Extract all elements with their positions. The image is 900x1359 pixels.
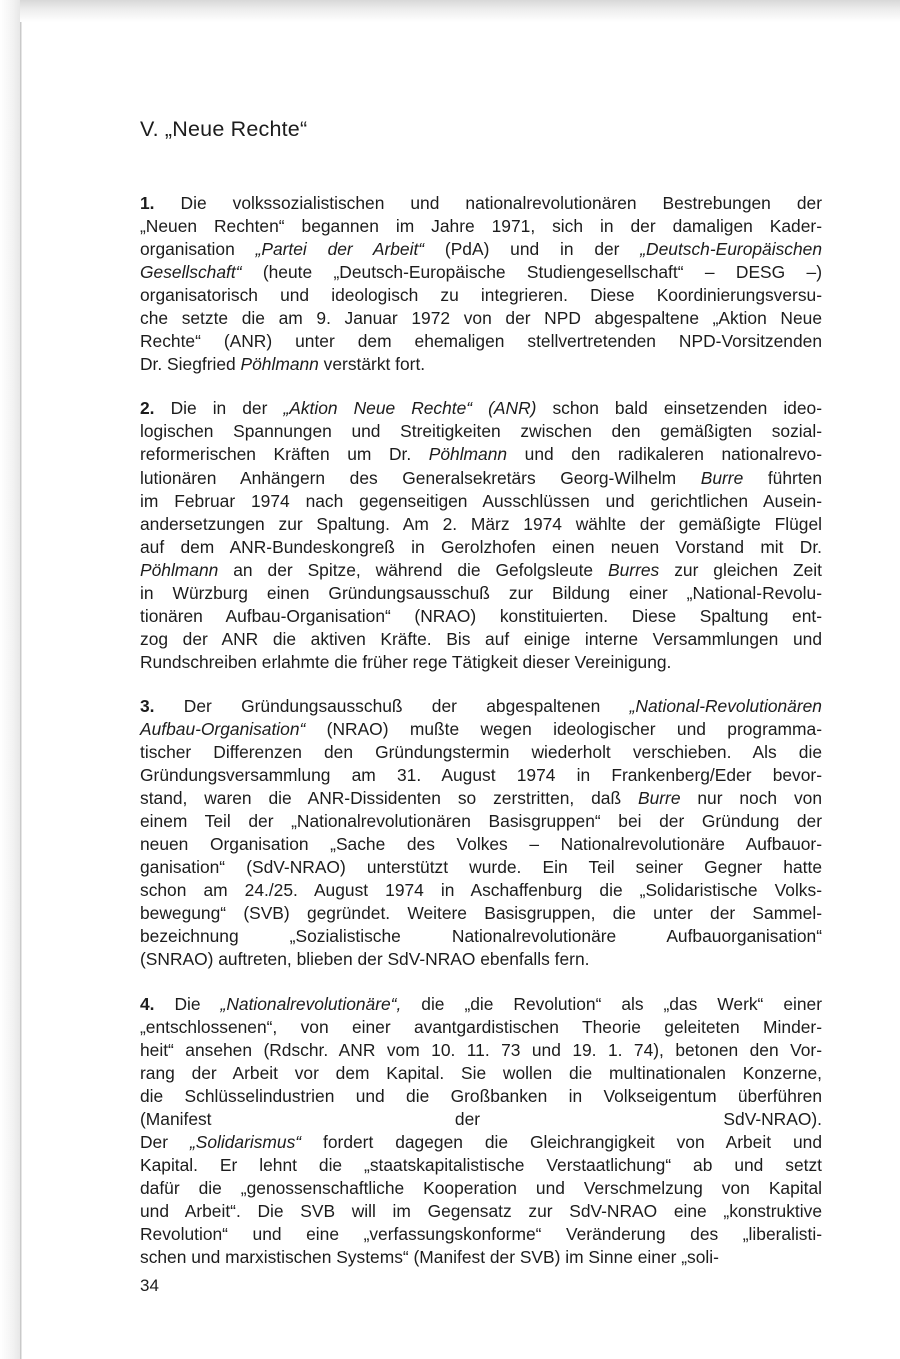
- paragraph-4: [140, 993, 822, 1270]
- paragraph-3: [140, 695, 822, 972]
- text-line: und Arbeit“. Die SVB will im Gegensatz zur SdV-NRAO eine „konstruktive: [140, 1200, 822, 1221]
- text-line: im Februar 1974 nach gegenseitigen Ausschlüssen und gerichtlichen Ausein-: [140, 490, 822, 511]
- text-line: reformerischen Kräften um Dr. Pöhlmann und den radikaleren nationalrevo-: [140, 444, 822, 465]
- text-line: Dr. Siegfried Pöhlmann verstärkt fort.: [140, 354, 426, 375]
- text-line: tionären Aufbau-Organisation“ (NRAO) konstituierten. Diese Spaltung ent-: [140, 605, 822, 626]
- page-shadow-top: [20, 0, 900, 22]
- text-line: lutionären Anhängern des Generalsekretärs Georg-Wilhelm Burre führten: [140, 467, 822, 488]
- emphasized-text: „Solidarismus“: [189, 1131, 302, 1152]
- emphasized-text: Burres: [608, 559, 660, 580]
- emphasized-text: Pöhlmann: [428, 444, 508, 465]
- page-edge-line: [20, 12, 21, 1359]
- text-line: Pöhlmann an der Spitze, während die Gefolgsleute Burres zur gleichen Zeit: [140, 559, 822, 580]
- text-line: che setzte die am 9. Januar 1972 von der NPD abgespaltene „Aktion Neue: [140, 308, 822, 329]
- emphasized-text: „Nationalrevolutionäre“,: [220, 993, 402, 1014]
- emphasized-text: Gesellschaft“: [140, 262, 242, 283]
- body-text: [140, 192, 822, 1290]
- text-line: (Manifest der SdV-NRAO).: [140, 1108, 822, 1129]
- text-line: organisation „Partei der Arbeit“ (PdA) und in der „Deutsch-Europäischen: [140, 239, 822, 260]
- text-line: „entschlossenen“, von einer avantgardistischen Theorie geleiteten Minder-: [140, 1016, 822, 1037]
- text-line: Gesellschaft“ (heute „Deutsch-Europäische Studiengesellschaft“ – DESG –): [140, 262, 822, 283]
- text-line: rang der Arbeit vor dem Kapital. Sie wollen die multinationalen Konzerne,: [140, 1062, 822, 1083]
- paragraph-number: 3.: [140, 695, 155, 716]
- text-line: schon am 24./25. August 1974 in Aschaffenburg die „Solidaristische Volks-: [140, 880, 822, 901]
- text-line: 4. Die „Nationalrevolutionäre“, die „die Revolution“ als „das Werk“ einer: [140, 993, 822, 1014]
- text-line: bewegung“ (SVB) gegründet. Weitere Basisgruppen, die unter der Sammel-: [140, 903, 822, 924]
- text-line: organisatorisch und ideologisch zu integrieren. Diese Koordinierungsversu-: [140, 285, 822, 306]
- text-line: die Schlüsselindustrien und die Großbanken in Volkseigentum überführen: [140, 1085, 822, 1106]
- text-line: zog der ANR die aktiven Kräfte. Bis auf einige interne Versammlungen und: [140, 628, 822, 649]
- chapter-title: V. „Neue Rechte“: [140, 117, 308, 141]
- paragraph-number: 1.: [140, 193, 155, 213]
- text-line: heit“ ansehen (Rdschr. ANR vom 10. 11. 73 und 19. 1. 74), betonen den Vor-: [140, 1039, 822, 1060]
- text-line: Der „Solidarismus“ fordert dagegen die Gleichrangigkeit von Arbeit und: [140, 1131, 822, 1152]
- text-line: 1. Die volkssozialistischen und nationalrevolutionären Bestrebungen der: [140, 193, 822, 213]
- text-line: neuen Organisation „Sache des Volkes – Nationalrevolutionäre Aufbauor-: [140, 834, 822, 855]
- text-line: logischen Spannungen und Streitigkeiten zwischen den gemäßigten sozial-: [140, 421, 822, 442]
- text-line: ganisation“ (SdV-NRAO) unterstützt wurde. Ein Teil seiner Gegner hatte: [140, 857, 822, 878]
- emphasized-text: „Partei der Arbeit“: [255, 239, 425, 260]
- text-line: Rechte“ (ANR) unter dem ehemaligen stellvertretenden NPD-Vorsitzenden: [140, 331, 822, 352]
- text-line: auf dem ANR-Bundeskongreß in Gerolzhofen einen neuen Vorstand mit Dr.: [140, 536, 822, 557]
- text-line: in Würzburg einen Gründungsausschuß zur Bildung einer „National-Revolu-: [140, 582, 822, 603]
- text-line: Rundschreiben erlahmte die früher rege Tätigkeit dieser Vereinigung.: [140, 651, 672, 672]
- text-line: 2. Die in der „Aktion Neue Rechte“ (ANR) schon bald einsetzenden ideo-: [140, 398, 822, 419]
- emphasized-text: Burre: [700, 467, 744, 488]
- paragraph-1: [140, 192, 822, 376]
- text-line: einem Teil der „Nationalrevolutionären Basisgruppen“ bei der Gründung der: [140, 811, 822, 832]
- paragraph-number: 4.: [140, 993, 155, 1014]
- text-line: schen und marxistischen Systems“ (Manifest der SVB) im Sinne einer „soli-: [140, 1247, 719, 1268]
- emphasized-text: Pöhlmann: [240, 354, 319, 375]
- emphasized-text: „Aktion Neue Rechte“ (ANR): [283, 398, 537, 419]
- text-line: stand, waren die ANR-Dissidenten so zerstritten, daß Burre nur noch von: [140, 788, 822, 809]
- text-line: Revolution“ und eine „verfassungskonforme“ Veränderung des „liberalisti-: [140, 1223, 822, 1244]
- text-line: Gründungsversammlung am 31. August 1974 in Frankenberg/Eder bevor-: [140, 765, 822, 786]
- paragraph-number: 2.: [140, 398, 155, 419]
- text-line: Kapital. Er lehnt die „staatskapitalistische Verstaatlichung“ ab und setzt: [140, 1154, 822, 1175]
- paragraph-2: [140, 397, 822, 674]
- text-line: 3. Der Gründungsausschuß der abgespaltenen „National-Revolutionären: [140, 695, 822, 716]
- text-line: (SNRAO) auftreten, blieben der SdV-NRAO ebenfalls fern.: [140, 949, 590, 970]
- emphasized-text: Burre: [637, 788, 681, 809]
- text-line: „Neuen Rechten“ begannen im Jahre 1971, sich in der damaligen Kader-: [140, 216, 822, 237]
- page-number: 34: [140, 1276, 159, 1295]
- page-shadow-left: [0, 0, 22, 1359]
- emphasized-text: Pöhlmann: [140, 559, 219, 580]
- emphasized-text: „National-Revolutionären: [629, 695, 822, 716]
- text-line: Aufbau-Organisation“ (NRAO) mußte wegen ideologischer und programma-: [140, 718, 822, 739]
- text-line: bezeichnung „Sozialistische Nationalrevolutionäre Aufbauorganisation“: [140, 926, 822, 947]
- text-line: tischer Differenzen den Gründungstermin wiederholt verschieben. Als die: [140, 742, 822, 763]
- emphasized-text: Aufbau-Organisation“: [140, 718, 306, 739]
- emphasized-text: „Deutsch-Europäischen: [640, 239, 822, 260]
- text-line: dafür die „genossenschaftliche Kooperation und Verschmelzung von Kapital: [140, 1177, 822, 1198]
- text-line: andersetzungen zur Spaltung. Am 2. März 1974 wählte der gemäßigte Flügel: [140, 513, 822, 534]
